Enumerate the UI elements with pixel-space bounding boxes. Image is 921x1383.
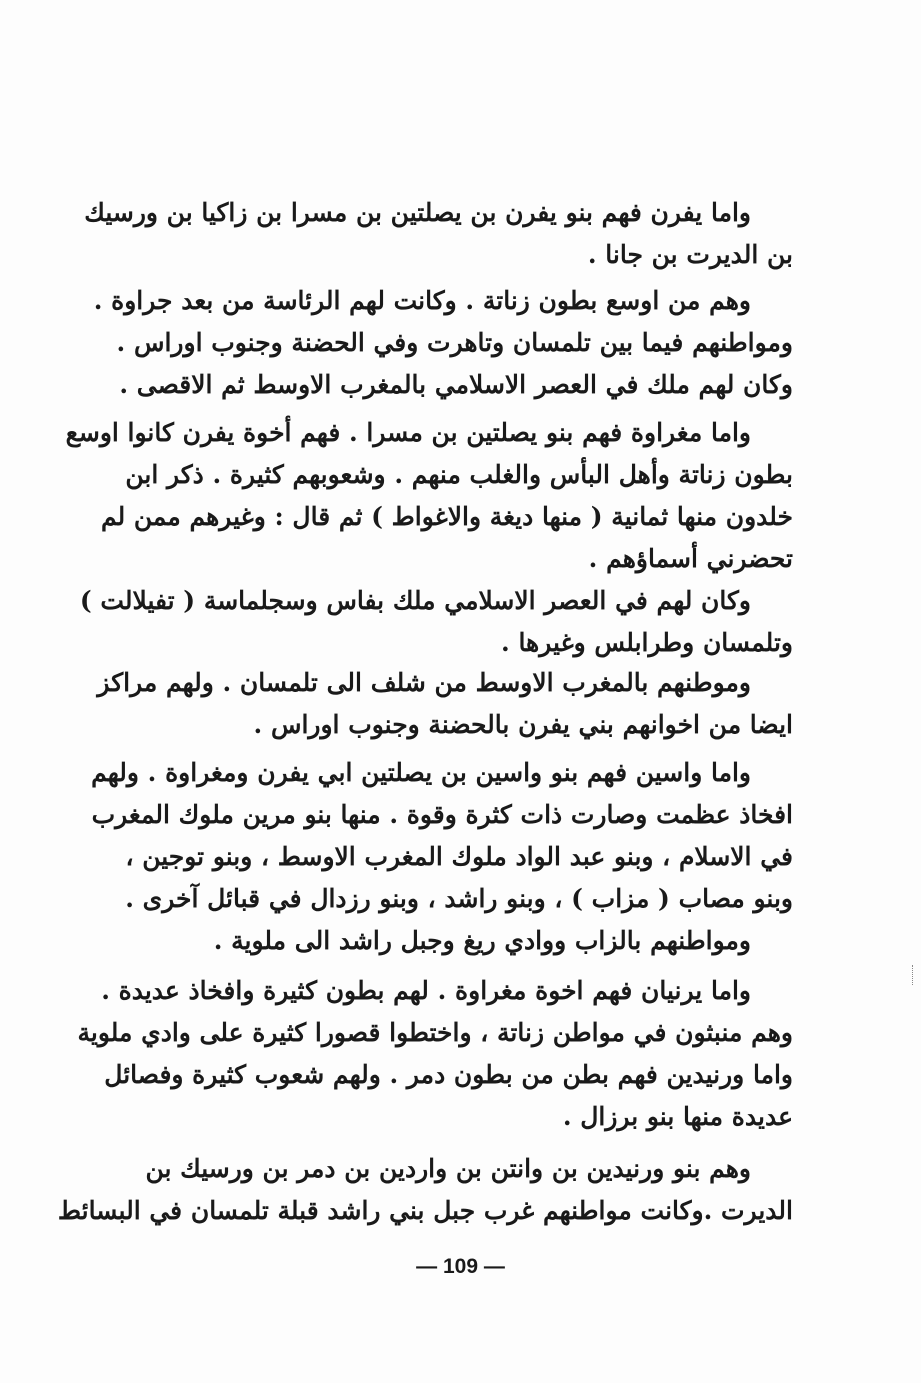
text-line: افخاذ عظمت وصارت ذات كثرة وقوة . منها بنو مرين ملوك المغرب (91, 800, 793, 829)
text-line: واما ورنيدين فهم بطن من بطون دمر . ولهم شعوب كثيرة وفصائل (104, 1060, 793, 1089)
text-line: واما مغراوة فهم بنو يصلتين بن مسرا . فهم أخوة يفرن كانوا اوسع (65, 418, 751, 447)
paragraph-maghrawa (65, 412, 793, 580)
paragraph-yafran (84, 192, 793, 276)
text-line: بن الديرت بن جانا . (587, 240, 793, 269)
text-line: وموطنهم بالمغرب الاوسط من شلف الى تلمسان . ولهم مراكز (97, 668, 751, 697)
text-line: بطون زناتة وأهل البأس والغلب منهم . وشعوبهم كثيرة . ذكر ابن (125, 460, 793, 489)
text-line: وبنو مصاب ( مزاب ) ، وبنو راشد ، وبنو رزدال في قبائل آخرى . (125, 884, 793, 913)
text-line: وتلمسان وطرابلس وغيرها . (501, 628, 793, 657)
text-line: وهم منبثون في مواطن زناتة ، واختطوا قصورا كثيرة على وادي ملوية (77, 1018, 793, 1047)
paragraph-wasin (91, 752, 793, 962)
text-line: ومواطنهم فيما بين تلمسان وتاهرت وفي الحضنة وجنوب اوراس . (116, 328, 793, 357)
paragraph-maghrawa-kingdom (79, 580, 793, 664)
text-line: ايضا من اخوانهم بني يفرن بالحضنة وجنوب اوراس . (253, 710, 793, 739)
text-line: واما يفرن فهم بنو يفرن بن يصلتين بن مسرا بن زاكيا بن ورسيك (84, 198, 751, 227)
text-line: خلدون منها ثمانية ( منها ديغة والاغواط ) ثم قال : وغيرهم ممن لم (100, 502, 793, 531)
text-line: الديرت .وكانت مواطنهم غرب جبل بني راشد قبلة تلمسان في البسائط (57, 1196, 793, 1225)
text-line: تحضرني أسماؤهم . (588, 544, 793, 573)
paragraph-maghrawa-homeland (97, 662, 793, 746)
text-line: ومواطنهم بالزاب ووادي ريغ وجبل راشد الى ملوية . (213, 926, 751, 955)
margin-mark (912, 965, 915, 985)
text-line: وهم من اوسع بطون زناتة . وكانت لهم الرئاسة من بعد جراوة . (93, 286, 751, 315)
text-line: في الاسلام ، وبنو عبد الواد ملوك المغرب الاوسط ، وبنو توجين ، (125, 842, 793, 871)
text-line: واما واسين فهم بنو واسين بن يصلتين ابي يفرن ومغراوة . ولهم (91, 758, 751, 787)
paragraph-yarnian (77, 970, 793, 1138)
paragraph-yafran-lands (93, 280, 793, 406)
text-line: وهم بنو ورنيدين بن وانتن بن واردين بن دمر بن ورسيك بن (145, 1154, 751, 1183)
text-line: وكان لهم ملك في العصر الاسلامي بالمغرب الاوسط ثم الاقصى . (119, 370, 793, 399)
text-line: وكان لهم في العصر الاسلامي ملك بفاس وسجلماسة ( تفيلالت ) (79, 586, 751, 615)
page-number: — 109 — (416, 1255, 505, 1278)
text-line: واما يرنيان فهم اخوة مغراوة . لهم بطون كثيرة وافخاذ عديدة . (101, 976, 751, 1005)
paragraph-warnidin (57, 1148, 793, 1232)
text-line: عديدة منها بنو برزال . (562, 1102, 793, 1131)
